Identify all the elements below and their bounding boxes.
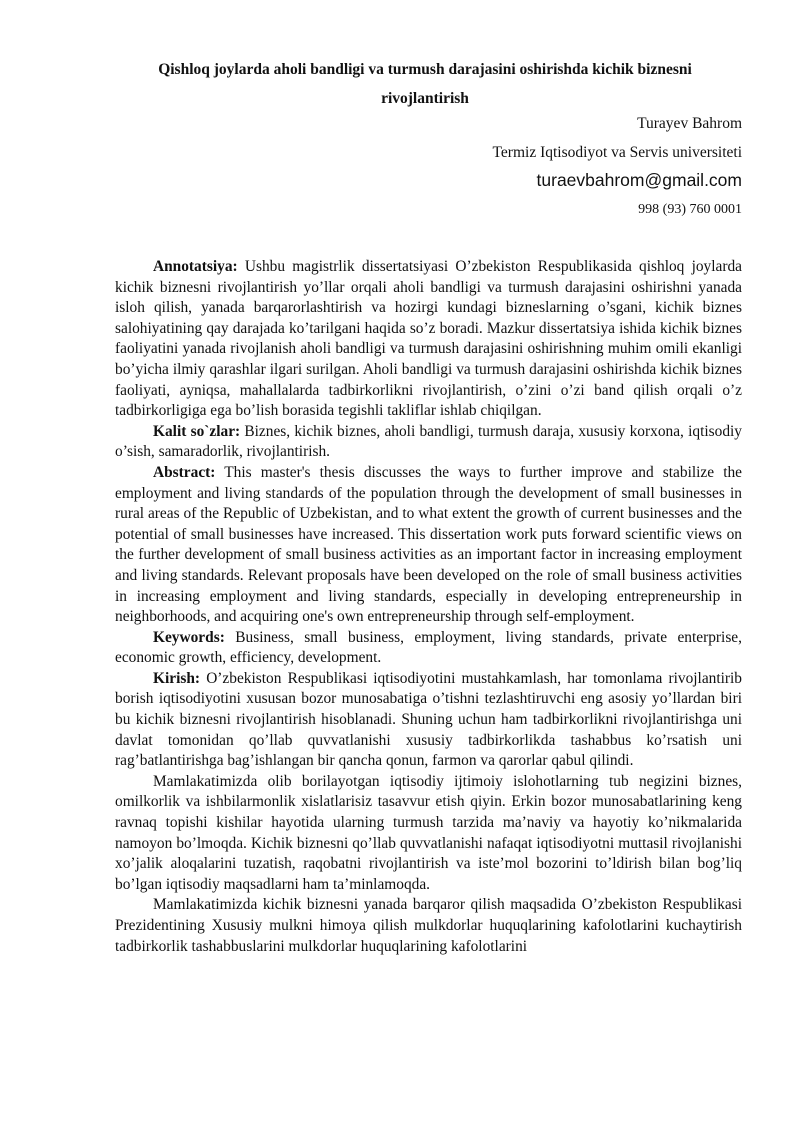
author-name: Turayev Bahrom: [637, 115, 742, 132]
keywords-en-paragraph: [115, 628, 742, 669]
keywords-uz-paragraph: [115, 422, 742, 463]
introduction-text: O’zbekiston Respublikasi iqtisodiyotini mustahkamlash, har tomonlama rivojlantirib borish iqtisodiyotini xususan bozor munosabatiga o’tishni tezlashtiruvchi eng asosiy yo’llardan biri bu kichik biznesni rivojlantirish hisoblanadi. Shuning uchun ham tadbirkorlikni rivojlantirishga uni davlat tomonidan qo’llab quvvatlanishi xususiy tadbirkorlikda tashabbus ko’rsatish uni rag’batlantirishga bag’ishlangan bir qancha qonun, farmon va qarorlar qabul qilindi.: [115, 669, 742, 770]
abstract-label: Abstract:: [153, 463, 216, 481]
abstract-text: This master's thesis discusses the ways to further improve and stabilize the employment and living standards of the population through the development of small businesses in rural areas of the Republic of Uzbekistan, and to what extent the growth of current businesses and the potential of small businesses have increased. This dissertation work puts forward scientific views on the further development of small business activities as an important factor in increasing employment and living standards. Relevant proposals have been developed on the role of small business activities in increasing employment and living standards, especially in developing entrepreneurship in neighborhoods, and acquiring one's own entrepreneurship through self-employment.: [115, 463, 742, 626]
author-phone: 998 (93) 760 0001: [638, 202, 742, 217]
author-affiliation: Termiz Iqtisodiyot va Servis universiteti: [492, 144, 742, 161]
keywords-en-text: Business, small business, employment, living standards, private enterprise, economic growth, efficiency, development.: [115, 628, 742, 667]
annotation-paragraph: [115, 257, 742, 422]
annotation-label: Annotatsiya:: [153, 258, 238, 275]
body-paragraph-2: Mamlakatimizda olib borilayotgan iqtisodiy ijtimoiy islohotlarning tub negizini biznes, omilkorlik va ishbilarmonlik xislatlarisiz tasavvur etish qiyin. Erkin bozor munosabatlarining keng ravnaq topishi kishilar hayotida ularning turmush tarzida ma’naviy va hayotiy ko’nikmalarida namoyon bo’lmoqda. Kichik biznesni qo’llab quvvatlanishi nafaqat iqtisodiyotni muttasil rivojlanishi xo’jalik aloqalarini tuzatish, raqobatni rivojlantirish va iste’mol bozorini to’ldirish bilan bog’liq bo’lgan iqtisodiy maqsadlarni ham ta’minlamoqda.: [115, 772, 742, 893]
document-body: [115, 257, 742, 957]
author-email: turaevbahrom@gmail.com: [536, 170, 742, 190]
introduction-paragraph: [115, 669, 742, 772]
annotation-text: Ushbu magistrlik dissertatsiyasi O’zbekiston Respublikasida qishloq joylarda kichik biznesni rivojlantirish yo’llar orqali aholi bandligi va turmush darajasini oshirishni yanada isloh qilish, yanada barqarorlashtirish va hozirgi kundagi bizneslarning o’sgani, kichik biznes salohiyatining qay darajada ko’tarilgani haqida so’z boradi. Mazkur dissertatsiya ishida kichik biznes faoliyatini yanada rivojlanish aholi bandligi va turmush darajasini oshirishning muhim omili ekanligi bo’yicha ilmiy qarashlar ilgari surilgan. Aholi bandligi va turmush darajasini oshirishda kichik biznes faoliyati, ayniqsa, mahallalarda tadbirkorlikni rivojlantirish, o’zini o’zi band qilish orqali o’z tadbirkorligiga ega bo’lish borasida tegishli takliflar ishlab chiqilgan.: [115, 258, 742, 420]
keywords-en-label: Keywords:: [153, 628, 225, 646]
keywords-uz-label: Kalit so`zlar:: [153, 422, 241, 440]
introduction-label: Kirish:: [153, 669, 201, 687]
keywords-uz-text: Biznes, kichik biznes, aholi bandligi, turmush daraja, xususiy korxona, iqtisodiy o’sish, samaradorlik, rivojlantirish.: [115, 422, 742, 461]
abstract-paragraph: [115, 463, 742, 628]
body-paragraph-3: Mamlakatimizda kichik biznesni yanada barqaror qilish maqsadida O’zbekiston Respublikasi Prezidentining Xususiy mulkni himoya qilish mulkdorlar huquqlarining kafolotlarini kuchaytirish tadbirkorlik tashabbuslarini mulkdorlar huquqlarining kafolotlarini: [115, 896, 742, 955]
paper-title: Qishloq joylarda aholi bandligi va turmush darajasini oshirishda kichik biznesni rivojlantirish: [158, 61, 692, 107]
